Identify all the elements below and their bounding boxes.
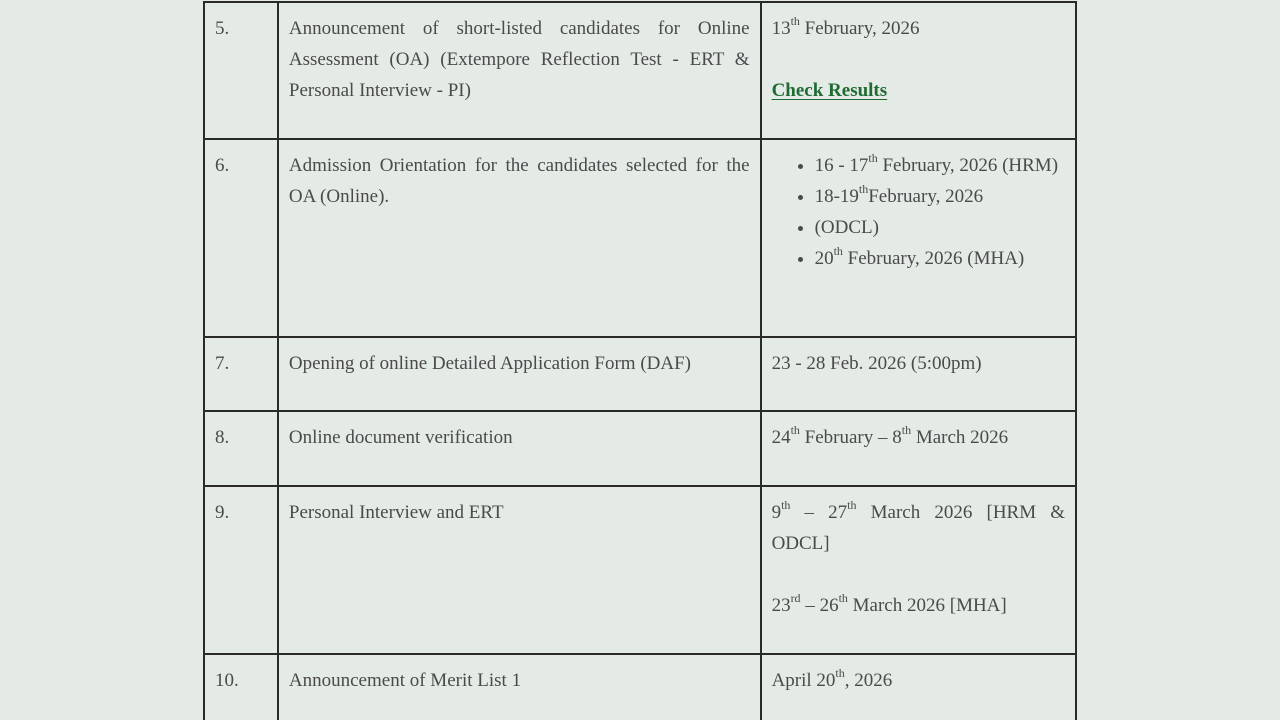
serial-number: 9. bbox=[204, 486, 278, 654]
event-description: Online document verification bbox=[278, 411, 761, 486]
table-row bbox=[204, 2, 1076, 139]
date-text: February, 2026 bbox=[799, 18, 920, 39]
interview-dates-hrm-odcl: 9th – 27th March 2026 [HRM & ODCL] bbox=[771, 497, 1066, 554]
serial-number: 6. bbox=[204, 139, 278, 337]
orientation-dates-list bbox=[772, 150, 1065, 274]
table-row bbox=[204, 654, 1076, 720]
serial-number: 7. bbox=[204, 337, 278, 411]
admission-schedule-table bbox=[203, 1, 1077, 720]
event-description: Admission Orientation for the candidates selected for the OA (Online). bbox=[278, 139, 761, 337]
event-date bbox=[761, 486, 1076, 654]
check-results-link[interactable]: Check Results bbox=[771, 80, 888, 101]
list-item: • 16 - 17th February, 2026 (HRM) bbox=[815, 150, 1065, 181]
serial-number: 10. bbox=[204, 654, 278, 720]
serial-number: 5. bbox=[204, 2, 278, 139]
table-row bbox=[204, 486, 1076, 654]
ordinal-suffix: th bbox=[790, 13, 800, 28]
event-description: Personal Interview and ERT bbox=[278, 486, 761, 654]
event-date: 24th February – 8th March 2026 bbox=[761, 411, 1076, 486]
event-date: April 20th, 2026 bbox=[761, 654, 1076, 720]
list-item: • 18-19thFebruary, 2026 bbox=[815, 181, 1065, 212]
event-date bbox=[761, 2, 1076, 139]
event-description: Announcement of Merit List 1 bbox=[278, 654, 761, 720]
table-row bbox=[204, 139, 1076, 337]
list-item: • 20th February, 2026 (MHA) bbox=[815, 243, 1065, 274]
table-row bbox=[204, 411, 1076, 486]
table-row bbox=[204, 337, 1076, 411]
date-text: 13 bbox=[771, 18, 791, 39]
list-item: • (ODCL) bbox=[815, 212, 1065, 243]
event-description: Opening of online Detailed Application Form (DAF) bbox=[278, 337, 761, 411]
event-date bbox=[761, 139, 1076, 337]
interview-dates-mha: 23rd – 26th March 2026 [MHA] bbox=[771, 590, 1007, 616]
event-date: 23 - 28 Feb. 2026 (5:00pm) bbox=[761, 337, 1076, 411]
event-description: Announcement of short-listed candidates for Online Assessment (OA) (Extempore Reflection Test - ERT & Personal Interview - PI) bbox=[278, 2, 761, 139]
serial-number: 8. bbox=[204, 411, 278, 486]
